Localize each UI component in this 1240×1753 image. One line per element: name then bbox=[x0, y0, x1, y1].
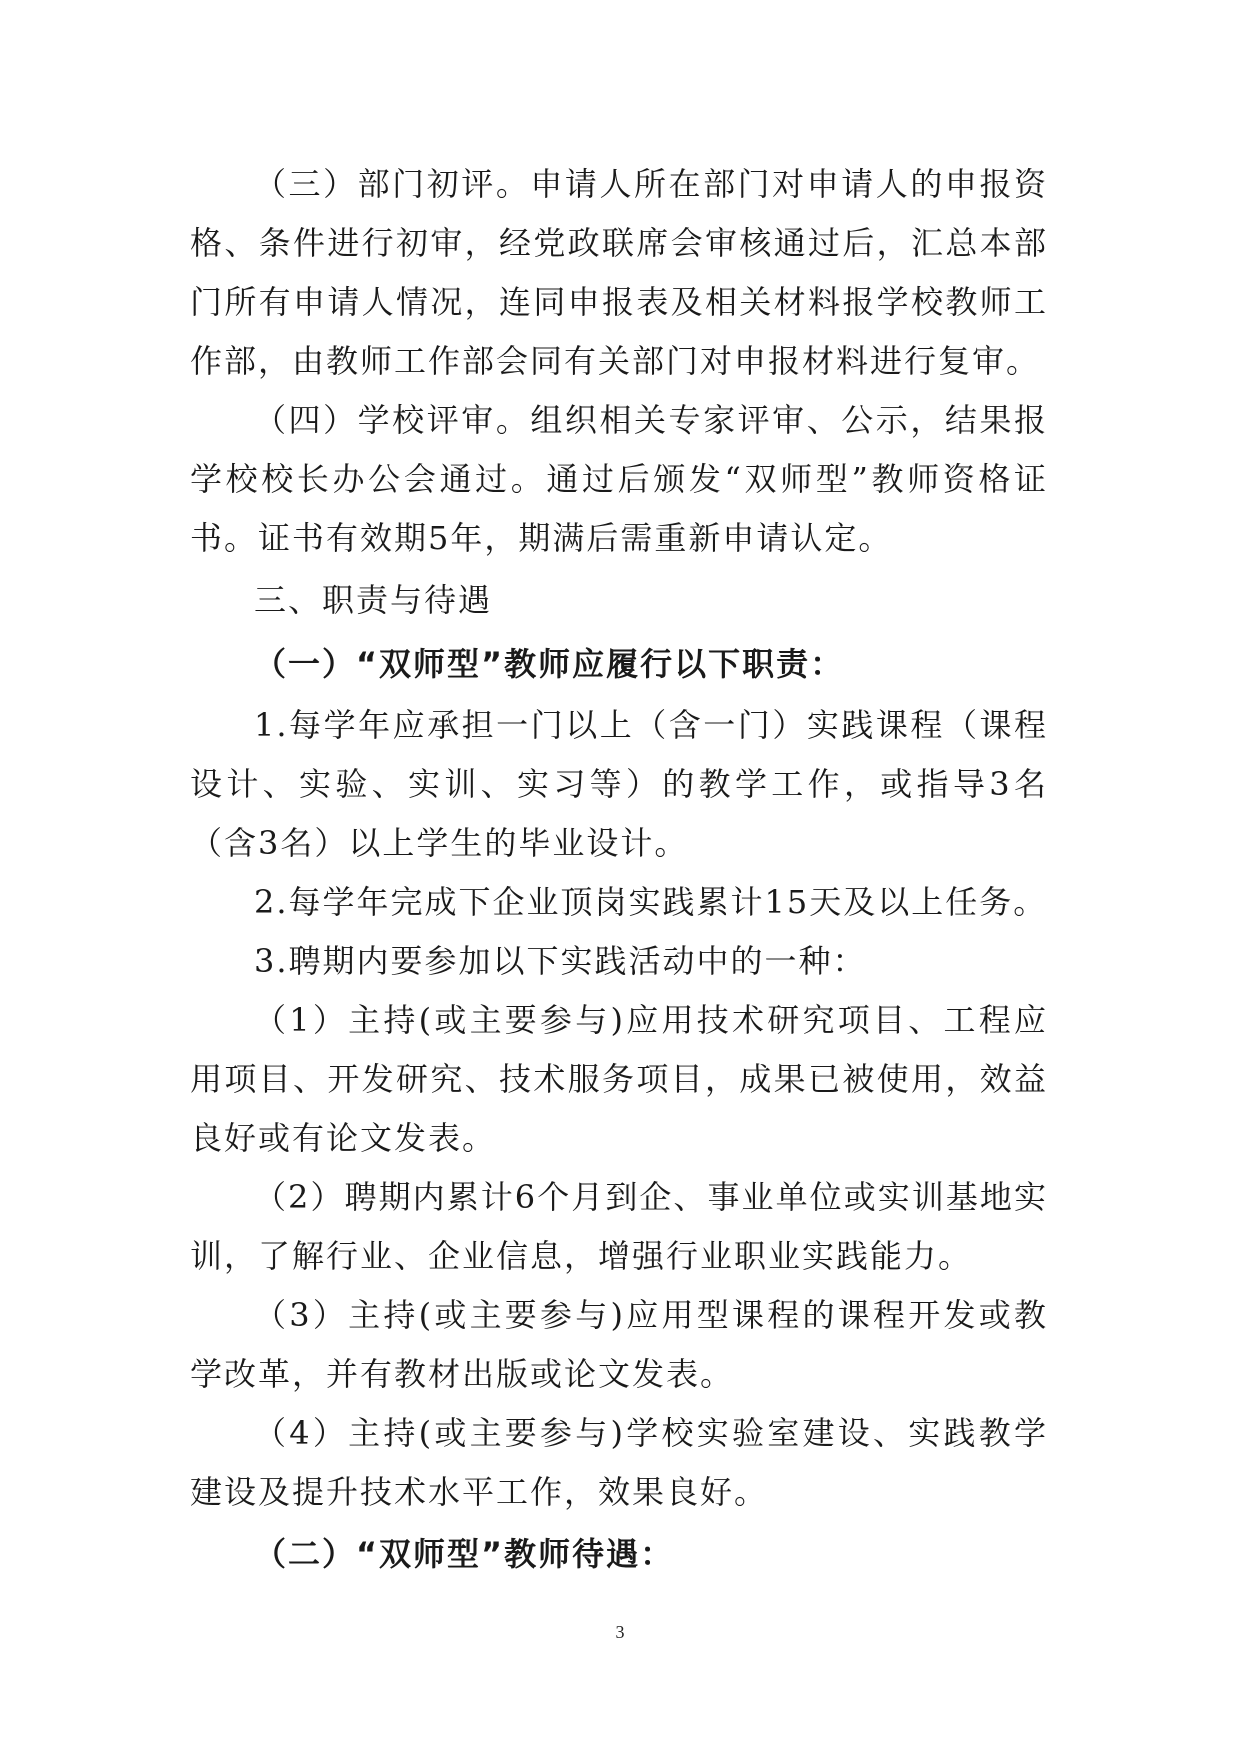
subheading-duties: （一）“双师型”教师应履行以下职责： bbox=[254, 645, 845, 683]
para-duty-3: 3.聘期内要参加以下实践活动中的一种： bbox=[254, 942, 867, 980]
para-duty-2: 2.每学年完成下企业顶岗实践累计15天及以上任务。 bbox=[254, 883, 1048, 921]
section-heading-duties-benefits: 三、职责与待遇 bbox=[254, 581, 493, 619]
document-body bbox=[190, 155, 1048, 1586]
para-school-review: （四）学校评审。组织相关专家评审、公示，结果报学校校长办公会通过。通过后颁发“双师型”教师资格证书。证书有效期5年，期满后需重新申请认定。 bbox=[190, 401, 1048, 557]
para-activity-4: （4）主持(或主要参与)学校实验室建设、实践教学建设及提升技术水平工作，效果良好。 bbox=[190, 1414, 1048, 1511]
para-activity-3: （3）主持(或主要参与)应用型课程的课程开发或教学改革，并有教材出版或论文发表。 bbox=[190, 1296, 1048, 1393]
para-department-review: （三）部门初评。申请人所在部门对申请人的申报资格、条件进行初审，经党政联席会审核通过后，汇总本部门所有申请人情况，连同申报表及相关材料报学校教师工作部，由教师工作部会同有关部门对申报材料进行复审。 bbox=[190, 165, 1048, 380]
para-activity-1: （1）主持(或主要参与)应用技术研究项目、工程应用项目、开发研究、技术服务项目，成果已被使用，效益良好或有论文发表。 bbox=[190, 1001, 1048, 1157]
para-activity-2: （2）聘期内累计6个月到企、事业单位或实训基地实训，了解行业、企业信息，增强行业职业实践能力。 bbox=[190, 1178, 1048, 1275]
para-duty-1: 1.每学年应承担一门以上（含一门）实践课程（课程设计、实验、实训、实习等）的教学工作，或指导3名（含3名）以上学生的毕业设计。 bbox=[190, 706, 1048, 862]
page-number: 3 bbox=[615, 1622, 625, 1642]
subheading-benefits: （二）“双师型”教师待遇： bbox=[254, 1535, 675, 1573]
